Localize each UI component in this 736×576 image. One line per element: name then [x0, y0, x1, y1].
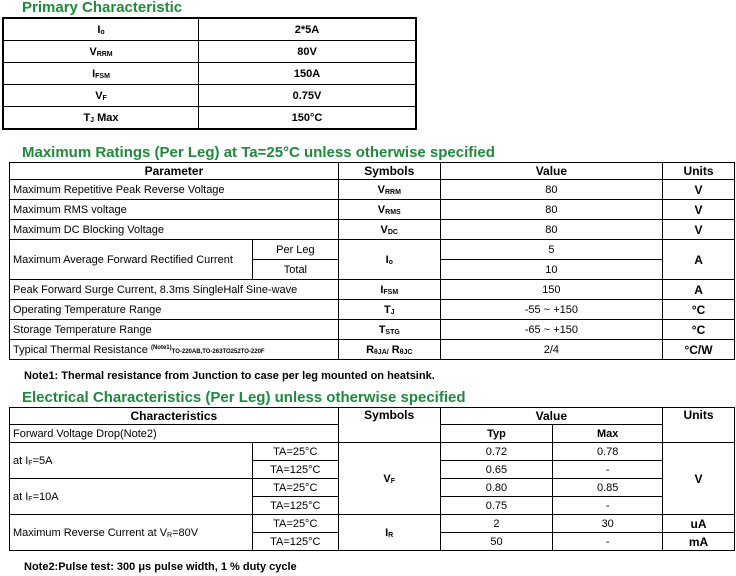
ratings-symbol	[338, 200, 440, 220]
ratings-unit: V	[663, 200, 735, 220]
ratings-header-units: Units	[663, 163, 735, 180]
symbol-suffix: Max	[94, 111, 119, 124]
symbol-sub: FSM	[95, 72, 110, 80]
vf-typ: 0.80	[440, 479, 553, 497]
symbol-main: V	[380, 223, 388, 236]
ratings-row-avg-perleg	[10, 240, 735, 260]
primary-param	[3, 107, 199, 130]
symbol-main: T	[83, 111, 91, 124]
symbol-main: V	[89, 45, 97, 58]
ratings-symbol	[338, 180, 440, 200]
ratings-row	[10, 180, 735, 200]
ratings-header-value: Value	[440, 163, 662, 180]
cond-suffix: =80V	[172, 526, 199, 539]
cond-suffix: =10A	[32, 490, 59, 503]
ratings-unit: V	[663, 180, 735, 200]
ratings-value: 80	[440, 220, 662, 240]
vf-label: Forward Voltage Drop(Note2)	[10, 425, 339, 443]
vf-row-5a-25	[10, 443, 735, 461]
primary-value: 2*5A	[199, 18, 417, 41]
ratings-row	[10, 280, 735, 300]
ratings-header-row	[10, 163, 735, 180]
primary-value: 80V	[199, 41, 417, 63]
symbol-main: I	[385, 526, 389, 539]
ir-label	[10, 515, 253, 551]
ratings-value: -65 ~ +150	[440, 320, 662, 340]
ir-row-25	[10, 515, 735, 533]
primary-title: Primary Characteristic	[22, 0, 183, 16]
ratings-symbol	[338, 220, 440, 240]
ratings-avg-unit: A	[663, 240, 735, 280]
primary-row	[3, 85, 416, 107]
primary-value: 150°C	[199, 107, 417, 130]
electrical-table	[9, 407, 735, 551]
symbol-sub: J	[90, 116, 95, 124]
symbol-sub: F	[390, 477, 395, 485]
ratings-row	[10, 320, 735, 340]
symbol-main: I	[92, 67, 96, 80]
ratings-value: 80	[440, 180, 662, 200]
ratings-unit: A	[663, 280, 735, 300]
ratings-unit: °C	[663, 320, 735, 340]
vf-cond: TA=125°C	[252, 461, 338, 479]
symbol-main: I	[385, 253, 389, 266]
symbol-sub: RMS	[385, 208, 401, 216]
primary-table	[2, 17, 417, 130]
ratings-avg-total-label: Total	[252, 260, 338, 280]
symbol-sub: RRM	[96, 50, 113, 58]
ratings-thermal-symbol	[338, 340, 440, 360]
ratings-symbol	[338, 280, 440, 300]
vf-typ: 0.72	[440, 443, 553, 461]
vf-typ: 0.65	[440, 461, 553, 479]
symbol-sub: RRM	[384, 188, 401, 196]
ir-unit: mA	[663, 533, 735, 551]
vf-at-10a-label	[10, 479, 253, 515]
vf-max: -	[553, 497, 663, 515]
ir-symbol	[338, 515, 440, 551]
ratings-avg-perleg-value: 5	[440, 240, 662, 260]
primary-value: 150A	[199, 63, 417, 85]
electrical-note: Note2:Pulse test: 300 μs pulse width, 1 % duty cycle	[24, 561, 297, 573]
ratings-avg-total-value: 10	[440, 260, 662, 280]
symbol-sub: FSM	[383, 288, 399, 296]
electrical-header-units: Units	[663, 408, 735, 443]
ir-max: 30	[553, 515, 663, 533]
primary-row	[3, 63, 416, 85]
ratings-header-parameter: Parameter	[10, 163, 339, 180]
ratings-value: 150	[440, 280, 662, 300]
electrical-header-max: Max	[553, 425, 663, 443]
ir-cond: TA=125°C	[252, 533, 338, 551]
ratings-param: Maximum RMS voltage	[10, 200, 339, 220]
vf-unit: V	[663, 443, 735, 515]
thermal-packages: TO-220AB,TO-263TO252TO-220F	[171, 348, 265, 355]
cond-sub: F	[28, 459, 33, 467]
electrical-title: Electrical Characteristics (Per Leg) unless otherwise specified	[22, 389, 466, 406]
ratings-row	[10, 220, 735, 240]
primary-param	[3, 63, 199, 85]
primary-row	[3, 41, 416, 63]
ir-typ: 2	[440, 515, 553, 533]
vf-cond: TA=25°C	[252, 443, 338, 461]
cond-prefix: at I	[13, 490, 29, 503]
ratings-avg-symbol	[338, 240, 440, 280]
ratings-table	[9, 162, 735, 360]
cond-suffix: =5A	[32, 454, 53, 467]
ratings-value: -55 ~ +150	[440, 300, 662, 320]
symbol-sub: DC	[387, 228, 398, 236]
vf-at-5a-label	[10, 443, 253, 479]
vf-max: 0.78	[553, 443, 663, 461]
primary-param	[3, 85, 199, 107]
ratings-header-symbols: Symbols	[338, 163, 440, 180]
electrical-header-characteristics: Characteristics	[10, 408, 339, 425]
vf-max: 0.85	[553, 479, 663, 497]
symbol-sub: θJA/	[374, 348, 389, 356]
electrical-header-symbols: Symbols	[338, 408, 440, 443]
thermal-label: Typical Thermal Resistance	[13, 343, 151, 356]
ratings-note: Note1: Thermal resistance from Junction to case per leg mounted on heatsink.	[24, 370, 435, 382]
symbol-main: T	[383, 303, 391, 316]
ratings-symbol	[338, 300, 440, 320]
ratings-symbol	[338, 320, 440, 340]
symbol-sub: o	[388, 258, 393, 266]
ratings-title: Maximum Ratings (Per Leg) at Ta=25°C unless otherwise specified	[22, 144, 495, 161]
electrical-header-row	[10, 408, 735, 425]
symbol-sub: J	[390, 308, 395, 316]
ratings-param: Maximum Repetitive Peak Reverse Voltage	[10, 180, 339, 200]
cond-sub: R	[167, 531, 173, 539]
symbol-main: V	[95, 89, 103, 102]
primary-value: 0.75V	[199, 85, 417, 107]
ratings-unit: V	[663, 220, 735, 240]
primary-param	[3, 18, 199, 41]
symbol-sub: F	[102, 94, 107, 102]
symbol-sub: STG	[385, 328, 400, 336]
ratings-row	[10, 300, 735, 320]
ratings-row	[10, 200, 735, 220]
electrical-header-value: Value	[440, 408, 662, 425]
vf-symbol	[338, 443, 440, 515]
ir-max: -	[553, 533, 663, 551]
ir-cond: TA=25°C	[252, 515, 338, 533]
symbol-sub: θJC	[399, 348, 413, 356]
vf-typ: 0.75	[440, 497, 553, 515]
vf-cond: TA=25°C	[252, 479, 338, 497]
symbol-main: I	[97, 23, 101, 36]
symbol-sub: R	[388, 531, 394, 539]
ratings-param: Peak Forward Surge Current, 8.3ms SingleHalf Sine-wave	[10, 280, 339, 300]
ratings-unit: °C	[663, 300, 735, 320]
symbol-main: V	[377, 183, 385, 196]
vf-max: -	[553, 461, 663, 479]
ratings-thermal-param	[10, 340, 339, 360]
ratings-row-thermal	[10, 340, 735, 360]
symbol-main: R	[388, 343, 400, 356]
ir-unit: uA	[663, 515, 735, 533]
ratings-param: Maximum DC Blocking Voltage	[10, 220, 339, 240]
primary-row	[3, 107, 416, 130]
vf-cond: TA=125°C	[252, 497, 338, 515]
cond-prefix: Maximum Reverse Current at V	[13, 526, 168, 539]
primary-param	[3, 41, 199, 63]
symbol-main: R	[366, 343, 375, 356]
symbol-main: V	[377, 203, 386, 216]
symbol-main: V	[383, 472, 391, 485]
ratings-avg-param: Maximum Average Forward Rectified Current	[10, 240, 253, 280]
primary-row	[3, 18, 416, 41]
thermal-note-ref: (Note1)	[150, 344, 172, 351]
ratings-param: Operating Temperature Range	[10, 300, 339, 320]
symbol-main: I	[380, 283, 384, 296]
ratings-avg-perleg-label: Per Leg	[252, 240, 338, 260]
electrical-header-typ: Typ	[440, 425, 553, 443]
ir-typ: 50	[440, 533, 553, 551]
symbol-sub: o	[100, 28, 105, 36]
ratings-thermal-unit: °C/W	[663, 340, 735, 360]
ratings-value: 80	[440, 200, 662, 220]
cond-sub: F	[28, 495, 33, 503]
ratings-thermal-value: 2/4	[440, 340, 662, 360]
symbol-main: T	[378, 323, 386, 336]
cond-prefix: at I	[13, 454, 29, 467]
ratings-param: Storage Temperature Range	[10, 320, 339, 340]
